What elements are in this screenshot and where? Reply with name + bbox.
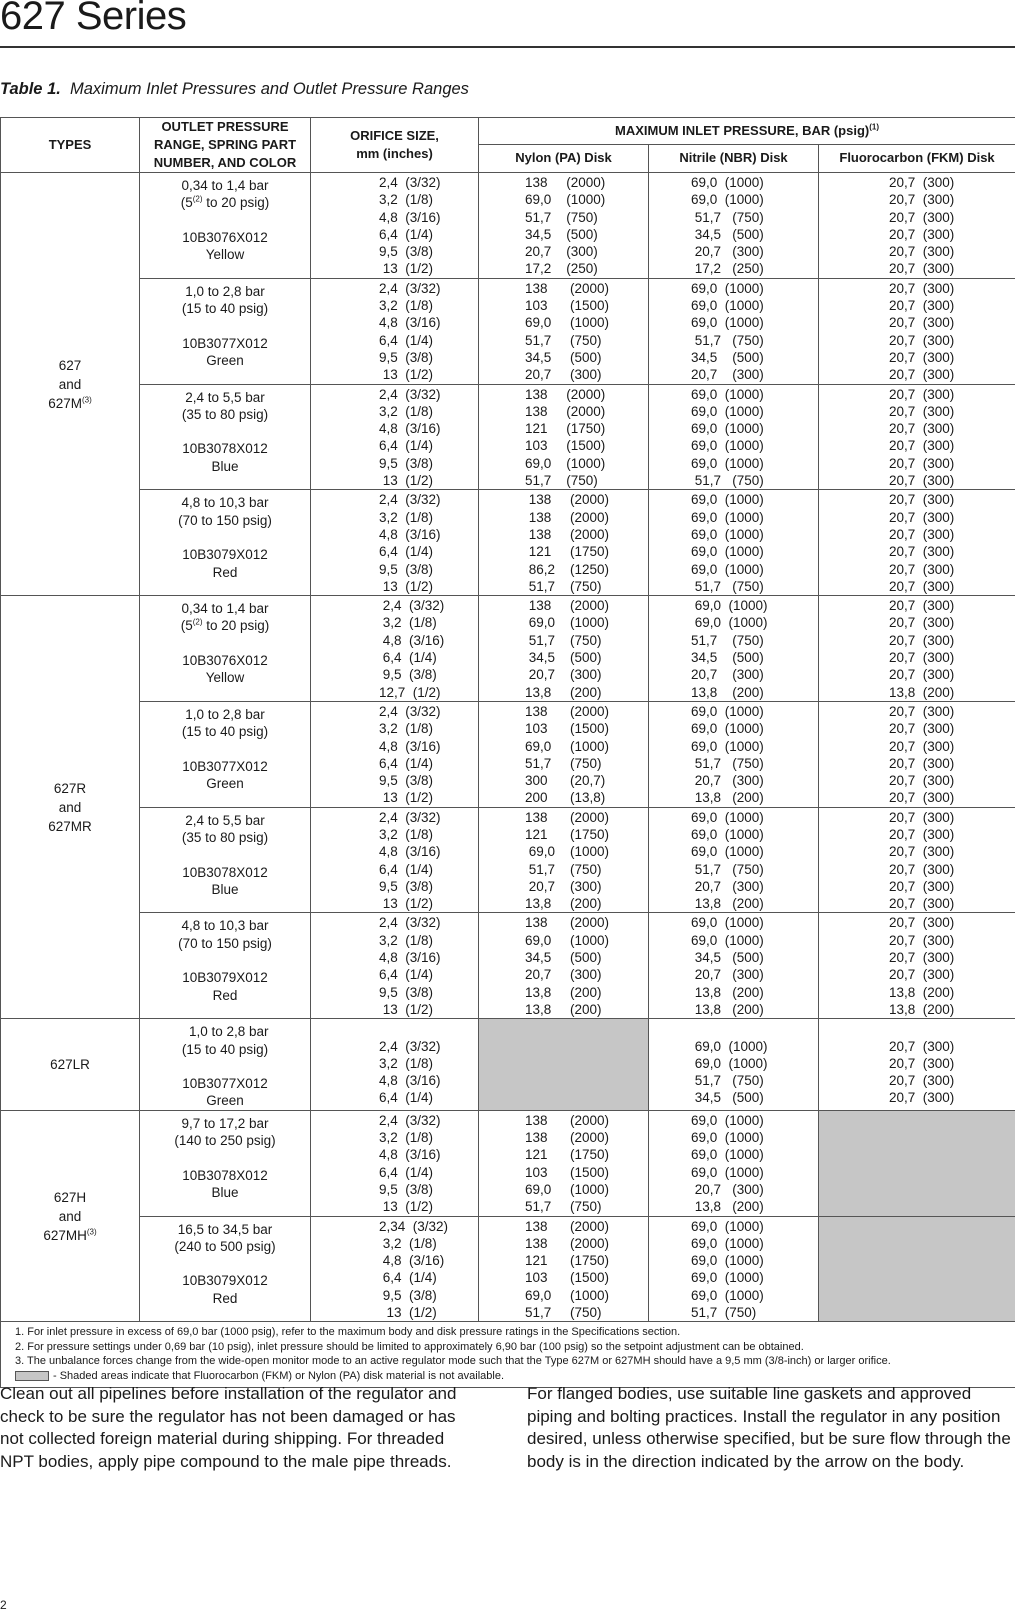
orifice-cell: 2,4 (3/32) 3,2 (1/8) 4,8 (3/16) 6,4 (1/4) 9,5 (3/8) 13 (1/2) bbox=[311, 278, 479, 384]
fkm-cell: 20,7 (300) 20,7 (300) 20,7 (300) 20,7 (300) 20,7 (300) 20,7 (300) bbox=[819, 173, 1015, 279]
installation-paragraph-left: Clean out all pipelines before installation of the regulator and check to be sure the regulator has not been damaged or has not collected foreign material during shipping. For threaded NPT bodies, apply pipe compound to the male pipe threads. bbox=[0, 1384, 457, 1471]
outlet-range-cell: 1,0 to 2,8 bar (15 to 40 psig) 10B3077X012 Green bbox=[140, 278, 311, 384]
orifice-cell: 2,4 (3/32) 3,2 (1/8) 4,8 (3/16) 6,4 (1/4) 9,5 (3/8) 12,7 (1/2) bbox=[311, 596, 479, 702]
table-caption-label: Table 1. bbox=[0, 80, 61, 98]
type-cell: 627 and $627M^{(3)}$ bbox=[1, 173, 140, 596]
outlet-range-cell: 1,0 to 2,8 bar (15 to 40 psig) 10B3077X012 Green bbox=[140, 701, 311, 807]
outlet-range-cell: 16,5 to 34,5 bar (240 to 500 psig) 10B3079X012 Red bbox=[140, 1216, 311, 1322]
type-cell: 627LR bbox=[1, 1019, 140, 1110]
header-types: TYPES bbox=[1, 118, 140, 173]
installation-paragraph-right: For flanged bodies, use suitable line gaskets and approved piping and bolting practices. Install the regulator in any position desired, unless otherwise specified, but be sure flow through the body is in the direction indicated by the arrow on the body. bbox=[527, 1384, 1011, 1471]
orifice-cell: 2,4 (3/32) 3,2 (1/8) 4,8 (3/16) 6,4 (1/4) 9,5 (3/8) 13 (1/2) bbox=[311, 1110, 479, 1216]
table-row bbox=[1, 1019, 1015, 1110]
fkm-cell: 20,7 (300) 20,7 (300) 20,7 (300) 20,7 (300) 20,7 (300) 20,7 (300) bbox=[819, 278, 1015, 384]
fkm-cell: 20,7 (300) 20,7 (300) 20,7 (300) 20,7 (300) 20,7 (300) 20,7 (300) bbox=[819, 490, 1015, 596]
nitrile-cell: 69,0 (1000) 69,0 (1000) 51,7 (750) 34,5 (500) 20,7 (300) 13,8 (200) bbox=[649, 596, 819, 702]
table-row bbox=[1, 278, 1015, 384]
orifice-cell: 2,34 (3/32) 3,2 (1/8) 4,8 (3/16) 6,4 (1/4) 9,5 (3/8) 13 (1/2) bbox=[311, 1216, 479, 1322]
table-notes bbox=[1, 1322, 1015, 1388]
legend-text: - Shaded areas indicate that Fluorocarbon (FKM) or Nylon (PA) disk material is not available. bbox=[53, 1369, 504, 1382]
header-nitrile: Nitrile (NBR) Disk bbox=[649, 144, 819, 172]
nylon-cell: 138 (2000) 103 (1500) 69,0 (1000) 51,7 (750) 34,5 (500) 20,7 (300) bbox=[479, 278, 649, 384]
nitrile-cell: 69,0 (1000) 69,0 (1000) 69,0 (1000) 51,7 (750) 20,7 (300) 13,8 (200) bbox=[649, 701, 819, 807]
page-number: 2 bbox=[0, 1598, 7, 1612]
outlet-range-cell: 4,8 to 10,3 bar (70 to 150 psig) 10B3079X012 Red bbox=[140, 490, 311, 596]
table-row bbox=[1, 1216, 1015, 1322]
fkm-cell: 20,7 (300) 20,7 (300) 20,7 (300) 20,7 (300) 20,7 (300) 20,7 (300) bbox=[819, 384, 1015, 490]
outlet-range-cell: 4,8 to 10,3 bar (70 to 150 psig) 10B3079X012 Red bbox=[140, 913, 311, 1019]
fkm-cell: 20,7 (300) 20,7 (300) 20,7 (300) 20,7 (300) 20,7 (300) 20,7 (300) bbox=[819, 701, 1015, 807]
nitrile-cell: 69,0 (1000) 69,0 (1000) 69,0 (1000) 69,0 (1000) 69,0 (1000) 51,7 (750) bbox=[649, 384, 819, 490]
nylon-cell: 138 (2000) 138 (2000) 121 (1750) 103 (1500) 69,0 (1000) 51,7 (750) bbox=[479, 1110, 649, 1216]
table-row bbox=[1, 490, 1015, 596]
nitrile-cell: 69,0 (1000) 69,0 (1000) 34,5 (500) 20,7 (300) 13,8 (200) 13,8 (200) bbox=[649, 913, 819, 1019]
fkm-cell bbox=[819, 1216, 1015, 1322]
nylon-cell: 138 (2000) 69,0 (1000) 34,5 (500) 20,7 (300) 13,8 (200) 13,8 (200) bbox=[479, 913, 649, 1019]
table-caption bbox=[0, 80, 469, 99]
table-caption-text: Maximum Inlet Pressures and Outlet Pressure Ranges bbox=[70, 80, 469, 98]
table-row bbox=[1, 913, 1015, 1019]
fkm-cell bbox=[819, 1110, 1015, 1216]
fkm-cell: 20,7 (300) 20,7 (300) 20,7 (300) 20,7 (300) 20,7 (300) 20,7 (300) bbox=[819, 807, 1015, 913]
note-3: 3. The unbalance forces change from the wide-open monitor mode to an active regulator mode such that the Type 627M or 627MH should have a 9,5 mm (3/8-inch) or larger orifice. bbox=[15, 1355, 891, 1368]
note-2: 2. For pressure settings under 0,69 bar (10 psig), inlet pressure should be limited to approximately 6,90 bar (100 psig) so the setpoint adjustment can be obtained. bbox=[15, 1340, 804, 1353]
nylon-cell bbox=[479, 1019, 649, 1110]
orifice-cell: 2,4 (3/32) 3,2 (1/8) 4,8 (3/16) 6,4 (1/4) 9,5 (3/8) 13 (1/2) bbox=[311, 913, 479, 1019]
table-row bbox=[1, 1110, 1015, 1216]
outlet-range-cell: 0,34 to 1,4 bar (5$^{(2)}$ to 20 psig) 10B3076X012 Yellow bbox=[140, 596, 311, 702]
nylon-cell: 138 (2000) 103 (1500) 69,0 (1000) 51,7 (750) 300 (20,7) 200 (13,8) bbox=[479, 701, 649, 807]
header-max-inlet bbox=[479, 118, 1015, 145]
fkm-cell: 20,7 (300) 20,7 (300) 20,7 (300) 20,7 (300) 13,8 (200) 13,8 (200) bbox=[819, 913, 1015, 1019]
orifice-cell: 2,4 (3/32) 3,2 (1/8) 4,8 (3/16) 6,4 (1/4) 9,5 (3/8) 13 (1/2) bbox=[311, 490, 479, 596]
note-1: 1. For inlet pressure in excess of 69,0 bar (1000 psig), refer to the maximum body and disk pressure ratings in the Specifications section. bbox=[15, 1326, 681, 1339]
nitrile-cell: 69,0 (1000) 69,0 (1000) 69,0 (1000) 69,0 (1000) 20,7 (300) 13,8 (200) bbox=[649, 1110, 819, 1216]
pressure-table bbox=[0, 117, 1015, 1388]
shade-legend bbox=[15, 1369, 1015, 1384]
table-row bbox=[1, 596, 1015, 702]
type-cell: 627R and 627MR bbox=[1, 596, 140, 1019]
title-divider bbox=[0, 46, 1015, 48]
outlet-range-cell: 9,7 to 17,2 bar (140 to 250 psig) 10B3078X012 Blue bbox=[140, 1110, 311, 1216]
table-row bbox=[1, 807, 1015, 913]
table-row bbox=[1, 384, 1015, 490]
nylon-cell: 138 (2000) 138 (2000) 121 (1750) 103 (1500) 69,0 (1000) 51,7 (750) bbox=[479, 1216, 649, 1322]
nylon-cell: 138 (2000) 138 (2000) 121 (1750) 103 (1500) 69,0 (1000) 51,7 (750) bbox=[479, 384, 649, 490]
nitrile-cell: 69,0 (1000) 69,0 (1000) 69,0 (1000) 69,0 (1000) 69,0 (1000) 51,7 (750) bbox=[649, 1216, 819, 1322]
table-body bbox=[1, 173, 1015, 1322]
orifice-cell: 2,4 (3/32) 3,2 (1/8) 4,8 (3/16) 6,4 (1/4) 9,5 (3/8) 13 (1/2) bbox=[311, 384, 479, 490]
nitrile-cell: 69,0 (1000) 69,0 (1000) 69,0 (1000) 51,7 (750) 20,7 (300) 13,8 (200) bbox=[649, 807, 819, 913]
outlet-range-cell: 0,34 to 1,4 bar (5$^{(2)}$ to 20 psig) 10B3076X012 Yellow bbox=[140, 173, 311, 279]
nylon-cell: 138 (2000) 69,0 (1000) 51,7 (750) 34,5 (500) 20,7 (300) 13,8 (200) bbox=[479, 596, 649, 702]
shade-swatch bbox=[15, 1371, 49, 1381]
nylon-cell: 138 (2000) 138 (2000) 138 (2000) 121 (1750) 86,2 (1250) 51,7 (750) bbox=[479, 490, 649, 596]
nitrile-cell: 69,0 (1000) 69,0 (1000) 51,7 (750) 34,5 (500) bbox=[649, 1019, 819, 1110]
nitrile-cell: 69,0 (1000) 69,0 (1000) 51,7 (750) 34,5 (500) 20,7 (300) 17,2 (250) bbox=[649, 173, 819, 279]
fkm-cell: 20,7 (300) 20,7 (300) 20,7 (300) 20,7 (300) 20,7 (300) 13,8 (200) bbox=[819, 596, 1015, 702]
header-nylon: Nylon (PA) Disk bbox=[479, 144, 649, 172]
nitrile-cell: 69,0 (1000) 69,0 (1000) 69,0 (1000) 69,0 (1000) 69,0 (1000) 51,7 (750) bbox=[649, 490, 819, 596]
page-title: 627 Series bbox=[0, 0, 187, 38]
type-cell: 627H and 627MH$^{(3)}$ bbox=[1, 1110, 140, 1322]
header-max-inlet-note: (1) bbox=[869, 122, 880, 132]
header-outlet-range: OUTLET PRESSURE RANGE, SPRING PART NUMBER, AND COLOR bbox=[140, 118, 311, 173]
outlet-range-cell: 1,0 to 2,8 bar (15 to 40 psig) 10B3077X012 Green bbox=[140, 1019, 311, 1110]
outlet-range-cell: 2,4 to 5,5 bar (35 to 80 psig) 10B3078X012 Blue bbox=[140, 384, 311, 490]
fkm-cell: 20,7 (300) 20,7 (300) 20,7 (300) 20,7 (300) bbox=[819, 1019, 1015, 1110]
outlet-range-cell: 2,4 to 5,5 bar (35 to 80 psig) 10B3078X012 Blue bbox=[140, 807, 311, 913]
header-max-inlet-label: MAXIMUM INLET PRESSURE, BAR (psig) bbox=[615, 122, 870, 138]
orifice-cell: 2,4 (3/32) 3,2 (1/8) 4,8 (3/16) 6,4 (1/4) bbox=[311, 1019, 479, 1110]
nitrile-cell: 69,0 (1000) 69,0 (1000) 69,0 (1000) 51,7 (750) 34,5 (500) 20,7 (300) bbox=[649, 278, 819, 384]
header-orifice: ORIFICE SIZE, mm (inches) bbox=[311, 118, 479, 173]
table-row bbox=[1, 173, 1015, 279]
table-row bbox=[1, 701, 1015, 807]
orifice-cell: 2,4 (3/32) 3,2 (1/8) 4,8 (3/16) 6,4 (1/4) 9,5 (3/8) 13 (1/2) bbox=[311, 173, 479, 279]
orifice-cell: 2,4 (3/32) 3,2 (1/8) 4,8 (3/16) 6,4 (1/4) 9,5 (3/8) 13 (1/2) bbox=[311, 807, 479, 913]
header-fkm: Fluorocarbon (FKM) Disk bbox=[819, 144, 1015, 172]
nylon-cell: 138 (2000) 69,0 (1000) 51,7 (750) 34,5 (500) 20,7 (300) 17,2 (250) bbox=[479, 173, 649, 279]
orifice-cell: 2,4 (3/32) 3,2 (1/8) 4,8 (3/16) 6,4 (1/4) 9,5 (3/8) 13 (1/2) bbox=[311, 701, 479, 807]
nylon-cell: 138 (2000) 121 (1750) 69,0 (1000) 51,7 (750) 20,7 (300) 13,8 (200) bbox=[479, 807, 649, 913]
